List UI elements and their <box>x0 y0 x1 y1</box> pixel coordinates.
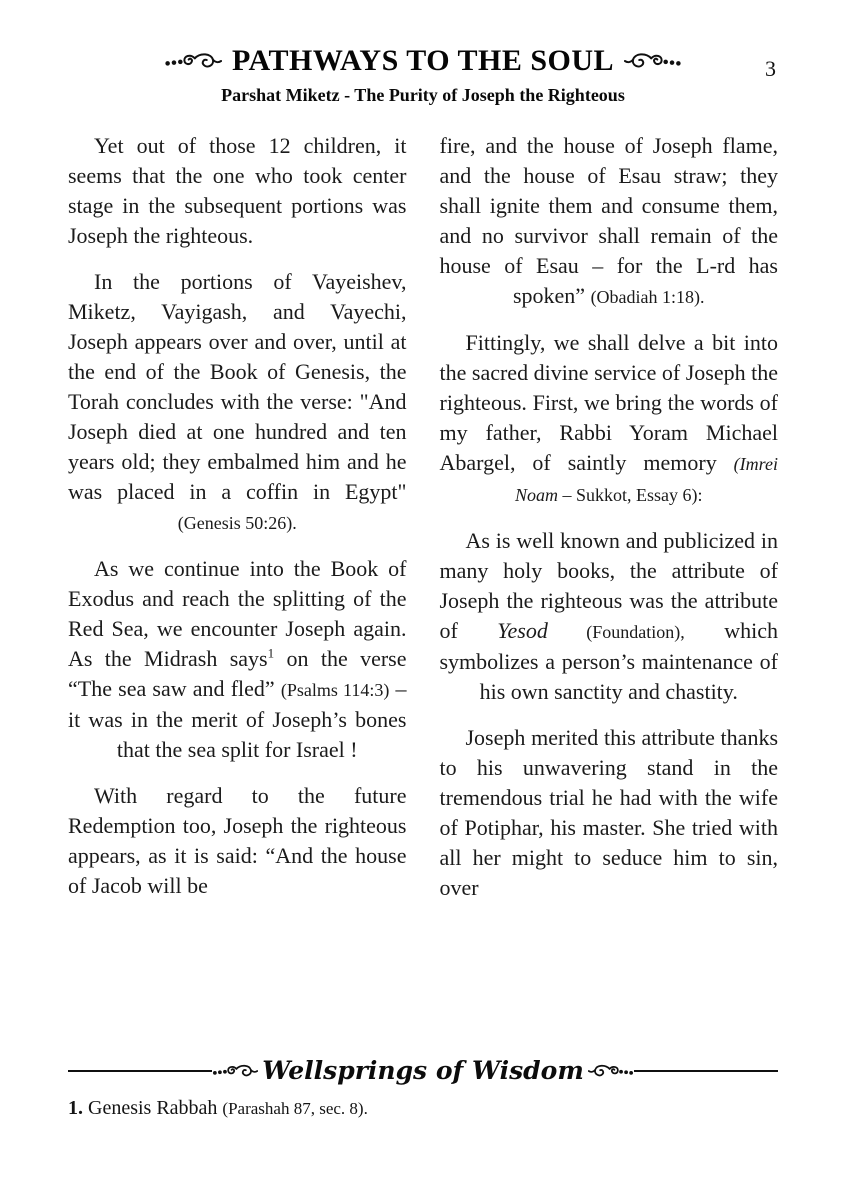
paragraph-text: – it was in the merit of Joseph’s bones that the sea split for Israel ! <box>68 676 407 762</box>
footer-ornament-text: Wellsprings of Wisdom <box>262 1056 584 1085</box>
scripture-citation: (Psalms 114:3) <box>280 680 390 700</box>
footnote-source: Genesis Rabbah <box>88 1097 218 1119</box>
scripture-citation: (Obadiah 1:18). <box>590 287 705 307</box>
paragraph-text: Fittingly, we shall delve a bit into the sacred divine service of Joseph the righteous. First, we bring the words of my father, Rabbi Yoram Michael Abargel, of saintly memory <box>439 330 778 475</box>
divider-rule-right <box>634 1070 778 1072</box>
header-flourish-left-icon <box>164 50 222 72</box>
paragraph-text: In the portions of Vayeishev, Miketz, Vayigash, and Vayechi, Joseph appears over and over, until at the end of the Book of Genesis, the Torah concludes with the verse: "And Joseph died at one hundred and ten years old; they embalmed him and he was placed in a coffin in Egypt" <box>68 269 407 504</box>
paragraph-text: As we continue into the Book of Exodus and reach the splitting of the Red Sea, we encounter Joseph again. As the Midrash says <box>68 556 407 671</box>
right-column <box>440 131 779 919</box>
paragraph <box>68 781 407 901</box>
page-number: 3 <box>765 56 776 81</box>
paragraph <box>68 554 407 765</box>
footer-flourish-left-icon <box>212 1062 258 1080</box>
term-translation: (Foundation), <box>547 622 685 642</box>
book-citation-italic: (Imrei Noam – <box>514 454 778 505</box>
footnote-number: 1. <box>68 1097 83 1119</box>
paragraph-text: which symbolizes a person’s maintenance of his own sanctity and chastity. <box>439 618 778 704</box>
paragraph-text: fire, and the house of Joseph flame, and the house of Esau straw; they shall ignite them and consume them, and no survivor shall remain of the house of Esau – for the L-rd has spoken” <box>439 133 778 308</box>
footnote-reference: (Parashah 87, sec. 8). <box>222 1099 368 1118</box>
paragraph <box>440 723 779 903</box>
paragraph-text: Yet out of those 12 children, it seems that the one who took center stage in the subsequent portions was Joseph the righteous. <box>68 133 407 248</box>
paragraph-text: Joseph merited this attribute thanks to his unwavering stand in the tremendous trial he had with the wife of Potiphar, his master. She tried with all her might to seduce him to sin, over <box>439 725 778 900</box>
paragraph <box>440 328 779 510</box>
title-row <box>0 44 846 78</box>
paragraph-text: on the verse “The sea saw and fled” <box>68 646 407 701</box>
footnote-marker: 1 <box>267 645 275 661</box>
page-footer <box>68 1056 778 1120</box>
hebrew-term-italic: Yesod <box>497 618 548 643</box>
divider-rule-left <box>68 1070 212 1072</box>
paragraph <box>440 131 779 312</box>
footnote <box>68 1097 778 1120</box>
book-citation: Sukkot, Essay 6): <box>571 485 703 505</box>
paragraph-text: With regard to the future Redemption too, Joseph the righteous appears, as it is said: “And the house of Jacob will be <box>68 783 407 898</box>
paragraph <box>68 131 407 251</box>
paragraph-text: As is well known and publicized in many holy books, the attribute of Joseph the righteous was the attribute of <box>439 528 778 643</box>
page-header <box>0 0 846 106</box>
paragraph <box>440 526 779 707</box>
paragraph <box>68 267 407 538</box>
scripture-citation: (Genesis 50:26). <box>177 513 297 533</box>
footer-divider <box>68 1056 778 1085</box>
page-title: PATHWAYS TO THE SOUL <box>231 44 615 77</box>
footer-flourish-right-icon <box>588 1062 634 1080</box>
page-subtitle: Parshat Miketz - The Purity of Joseph the Righteous <box>221 85 625 105</box>
header-flourish-right-icon <box>624 50 682 72</box>
two-column-body <box>0 131 846 919</box>
left-column <box>68 131 407 919</box>
